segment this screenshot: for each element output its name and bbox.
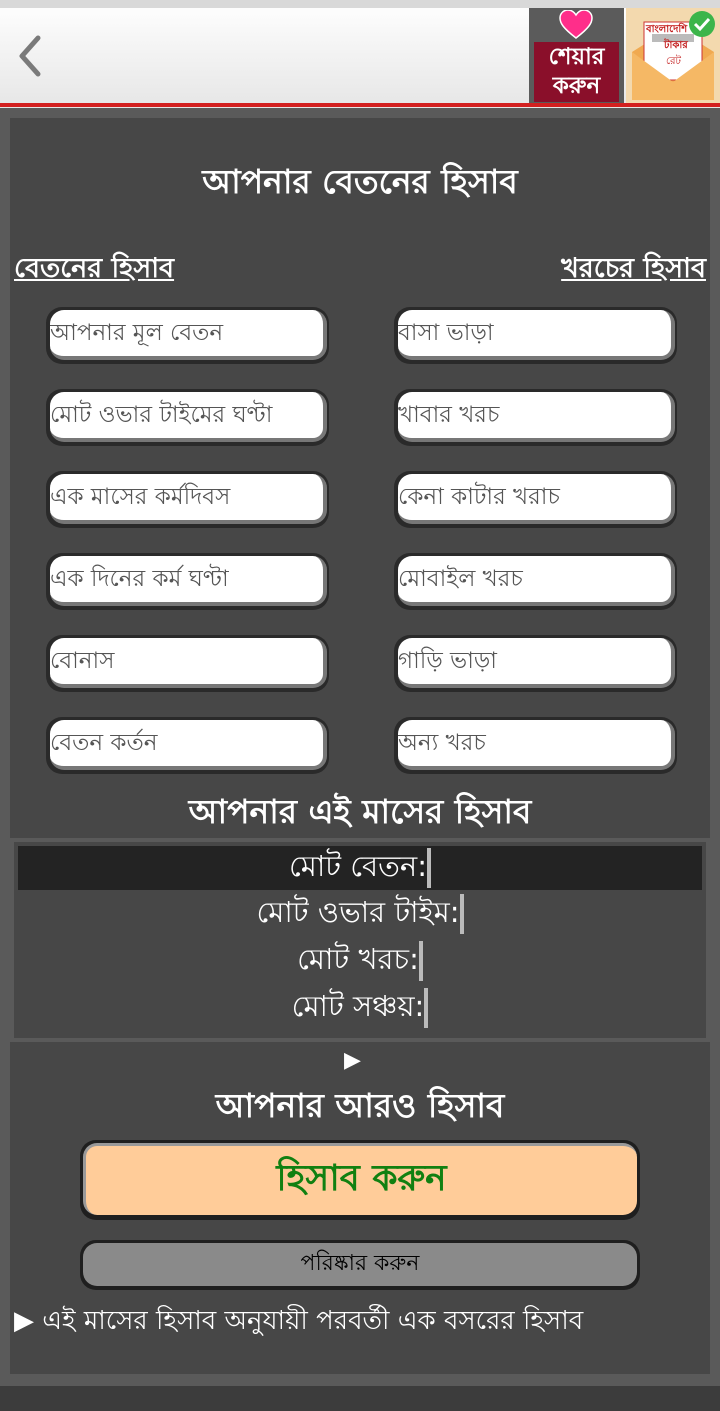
house-rent-input[interactable] [398,310,675,360]
overtime-hours-input[interactable] [50,392,327,442]
share-label-line2: করুন [552,73,601,99]
more-calculation-panel [10,1042,710,1374]
header-divider [0,103,720,107]
transport-cost-field-wrap [394,635,677,692]
salary-deduction-input[interactable] [50,720,327,770]
status-strip [0,0,720,8]
bonus-field-wrap [46,635,329,692]
house-rent-field-wrap [394,307,677,364]
overtime-hours-field-wrap [46,389,329,446]
total-savings-value [424,988,428,1028]
other-cost-field-wrap [394,717,677,774]
basic-salary-field-wrap [46,307,329,364]
top-app-bar [0,0,720,108]
working-days-input[interactable] [50,474,327,524]
back-chevron-icon [16,34,44,78]
share-label-line1: শেয়ার [548,44,605,70]
total-expense-value [419,941,423,981]
total-overtime-row [18,892,702,936]
total-savings-label: মোট সঞ্চয়: [291,988,425,1023]
total-salary-label: মোট বেতন: [288,848,428,883]
summary-panel [14,842,706,1038]
share-label [534,42,619,102]
shopping-cost-input[interactable] [398,474,675,524]
other-cost-input[interactable] [398,720,675,770]
back-button[interactable] [10,30,50,82]
salary-heading: বেতনের হিসাব [14,253,175,284]
bonus-input[interactable] [50,638,327,688]
panel-title: আপনার বেতনের হিসাব [202,162,518,201]
total-overtime-label: মোট ওভার টাইম: [256,894,460,929]
badge-text-3: রেট [666,56,682,67]
bottom-navigation-strip [0,1386,720,1411]
yearly-projection-toggle[interactable]: ▶ এই মাসের হিসাব অনুযায়ী পরবর্তী এক বসরের হিসাব [14,1306,584,1336]
more-calculation-title: আপনার আরও হিসাব [215,1086,505,1125]
mobile-cost-field-wrap [394,553,677,610]
currency-rate-app-badge[interactable] [626,8,720,104]
total-salary-row [18,846,702,890]
expand-arrow-icon[interactable]: ▶ [344,1048,361,1073]
total-expense-label: মোট খরচ: [297,941,419,976]
calculate-button[interactable] [80,1140,640,1220]
calculate-button-label: হিসাব করুন [83,1143,637,1215]
heart-icon [559,10,593,40]
mobile-cost-input[interactable] [398,556,675,606]
share-button[interactable] [529,8,624,104]
badge-text-1: বাংলাদেশি [646,24,688,35]
daily-hours-input[interactable] [50,556,327,606]
total-overtime-value [460,894,464,934]
badge-text-2: টাকার [664,40,688,51]
food-cost-field-wrap [394,389,677,446]
shopping-cost-field-wrap [394,471,677,528]
clear-button[interactable] [80,1240,640,1290]
clear-button-label: পরিষ্কার করুন [83,1243,637,1286]
working-days-field-wrap [46,471,329,528]
expense-heading: খরচের হিসাব [561,253,706,284]
total-savings-row [18,986,702,1030]
food-cost-input[interactable] [398,392,675,442]
salary-deduction-field-wrap [46,717,329,774]
daily-hours-field-wrap [46,553,329,610]
basic-salary-input[interactable] [50,310,327,360]
month-summary-title: আপনার এই মাসের হিসাব [188,792,532,831]
total-expense-row [18,939,702,983]
salary-input-panel [10,118,710,838]
total-salary-value [427,848,431,888]
transport-cost-input[interactable] [398,638,675,688]
